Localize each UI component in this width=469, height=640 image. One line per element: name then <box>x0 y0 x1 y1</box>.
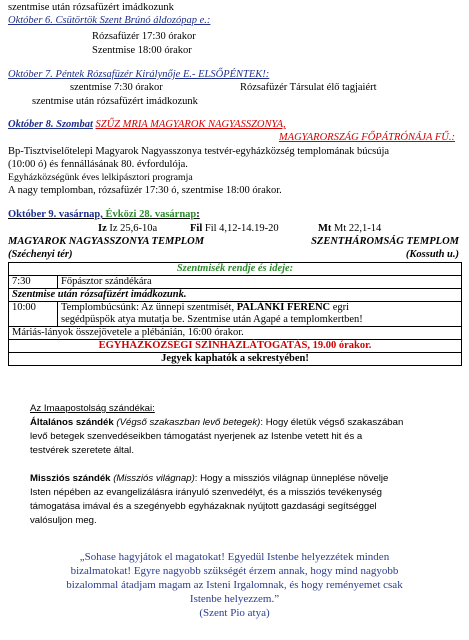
quote-line3: bizalommal átadjam magam az Isteni Irgalomnak, és hogy reményemet csak <box>66 579 403 591</box>
oct8-heading <box>8 119 286 131</box>
mission-intention-line2: Isten népében az evangelizálásra irányuló szenvedélyt, és a missziós tevékenység <box>30 487 382 498</box>
mission-intention-line1: Missziós szándék (Missziós világnap): Hogy a missziós világnap ünneplése növelje <box>30 473 389 484</box>
quote-line4: Istenbe helyezzem.” <box>189 593 280 605</box>
schedule-title-row <box>9 263 462 276</box>
mission-intention-line3: támogatása imával és a szegényebb egyházaknak nyújtott gazdasági segítséggel <box>30 501 377 512</box>
church-right: SZENTHÁROMSÁG TEMPLOM <box>311 236 459 247</box>
intro-line: szentmise után rózsafüzért imádkozunk <box>8 2 174 13</box>
row3-text: Máriás-lányok összejövetele a plébánián, 16:00 órakor. <box>9 327 462 340</box>
oct9-heading-date: Október 9. vasárnap, <box>8 209 103 220</box>
oct8-heading-feast2: MAGYARORSZÁG FŐPÁTRÓNÁJA FŰ.: <box>278 132 455 143</box>
oct7-line1b: Rózsafüzér Társulat élő tagjaiért <box>240 82 377 93</box>
oct8-p3: Egyházközségünk éves lelkipásztori programja <box>8 172 193 183</box>
church-left: MAGYAROK NAGYASSZONYA TEMPLOM <box>8 236 205 247</box>
oct9-heading-sunday: Évközi 28. vasárnap <box>105 209 197 220</box>
table-row <box>9 302 462 327</box>
quote-line2: bizalmatokat! Egyre nagyobb szükségét érzem annak, hogy mind nagyobb <box>70 565 399 577</box>
general-label: Általános szándék <box>30 417 114 428</box>
oct6-line1: Rózsafüzér 17:30 órakor <box>92 31 196 42</box>
oct8-heading-feast: SZŰZ MRIA MAGYAROK NAGYASSZONYA, <box>95 119 286 130</box>
oct8-p4: A nagy templomban, rózsafüzér 17:30 ó, szentmise 18:00 órakor. <box>8 185 282 196</box>
oct9-heading <box>8 209 200 221</box>
row2-text: Templombúcsúnk: Az ünnepi szentmisét, PALÁNKI FERENC egri segédpüspök atya mutatja be. Szentmise után Agapé a templomkertben! <box>58 302 462 327</box>
table-row <box>9 276 462 289</box>
oct8-p2: (10:00 ó) és fennállásának 80. évfordulója. <box>8 159 188 170</box>
reading-2: Fil Fil 4,12-14.19-20 <box>190 223 279 234</box>
rosary-note: Szentmise után rózsafüzért imádkozunk. <box>9 289 462 302</box>
reading-1: Iz Iz 25,6-10a <box>98 223 158 234</box>
oct7-heading: Október 7. Péntek Rózsafüzér Királynője E.- ELSŐPÉNTEK!: <box>8 69 270 80</box>
quote-author: (Szent Pio atya) <box>199 607 270 619</box>
mission-label: Missziós szándék <box>30 473 111 484</box>
table-row <box>9 353 462 366</box>
general-intention-line3: testvérek szeretete által. <box>30 445 134 456</box>
table-row <box>9 289 462 302</box>
mission-intention-line4: valósuljon meg. <box>30 515 97 526</box>
row2-time: 10:00 <box>9 302 58 327</box>
row1-text: Főpásztor szándékára <box>58 276 462 289</box>
general-intention-line2: levő betegek szenvedéseikben támogatást nyerjenek az Istenbe vetett hit és a <box>30 431 363 442</box>
row4-text: EGYHÁZKÖZSÉGI SZÍNHÁZLÁTOGATÁS, 19.00 órakor. <box>9 340 462 353</box>
address-right: (Kossuth u.) <box>405 249 459 260</box>
row5-text: Jegyek kaphatók a sekrestyében! <box>9 353 462 366</box>
quote-block <box>0 550 469 620</box>
address-left: (Széchenyi tér) <box>8 249 73 260</box>
oct8-p1: Bp-Tisztviselőtelepi Magyarok Nagyasszonya testvér-egyházközség templomának búcsúja <box>8 146 390 157</box>
celebrant-name: PALÁNKI FERENC <box>236 302 331 313</box>
reading-3: Mt Mt 22,1-14 <box>318 223 382 234</box>
table-row <box>9 327 462 340</box>
oct8-heading-date: Október 8. Szombat <box>8 119 93 130</box>
prayer-title: Az Imaapostolság szándékai: <box>30 403 155 414</box>
schedule-table <box>8 262 462 366</box>
general-intention-line1: Általános szándék (Végső szakaszban levő betegek): Hogy életük végső szakaszában <box>30 417 404 428</box>
schedule-title: Szentmisék rendje és ideje: <box>9 263 462 276</box>
table-row <box>9 340 462 353</box>
oct7-line2: szentmise után rózsafüzért imádkozunk <box>32 96 198 107</box>
oct7-line1a: szentmise 7:30 órakor <box>70 82 163 93</box>
quote-line1: „Sohase hagyjátok el magatokat! Egyedül Istenbe helyezzétek minden <box>79 551 390 563</box>
row1-time: 7:30 <box>9 276 58 289</box>
oct6-heading: Október 6. Csütörtök Szent Brúnó áldozópap e.: <box>8 15 211 26</box>
oct9-heading-colon: : <box>196 209 200 220</box>
oct6-line2: Szentmise 18:00 órakor <box>92 45 192 56</box>
